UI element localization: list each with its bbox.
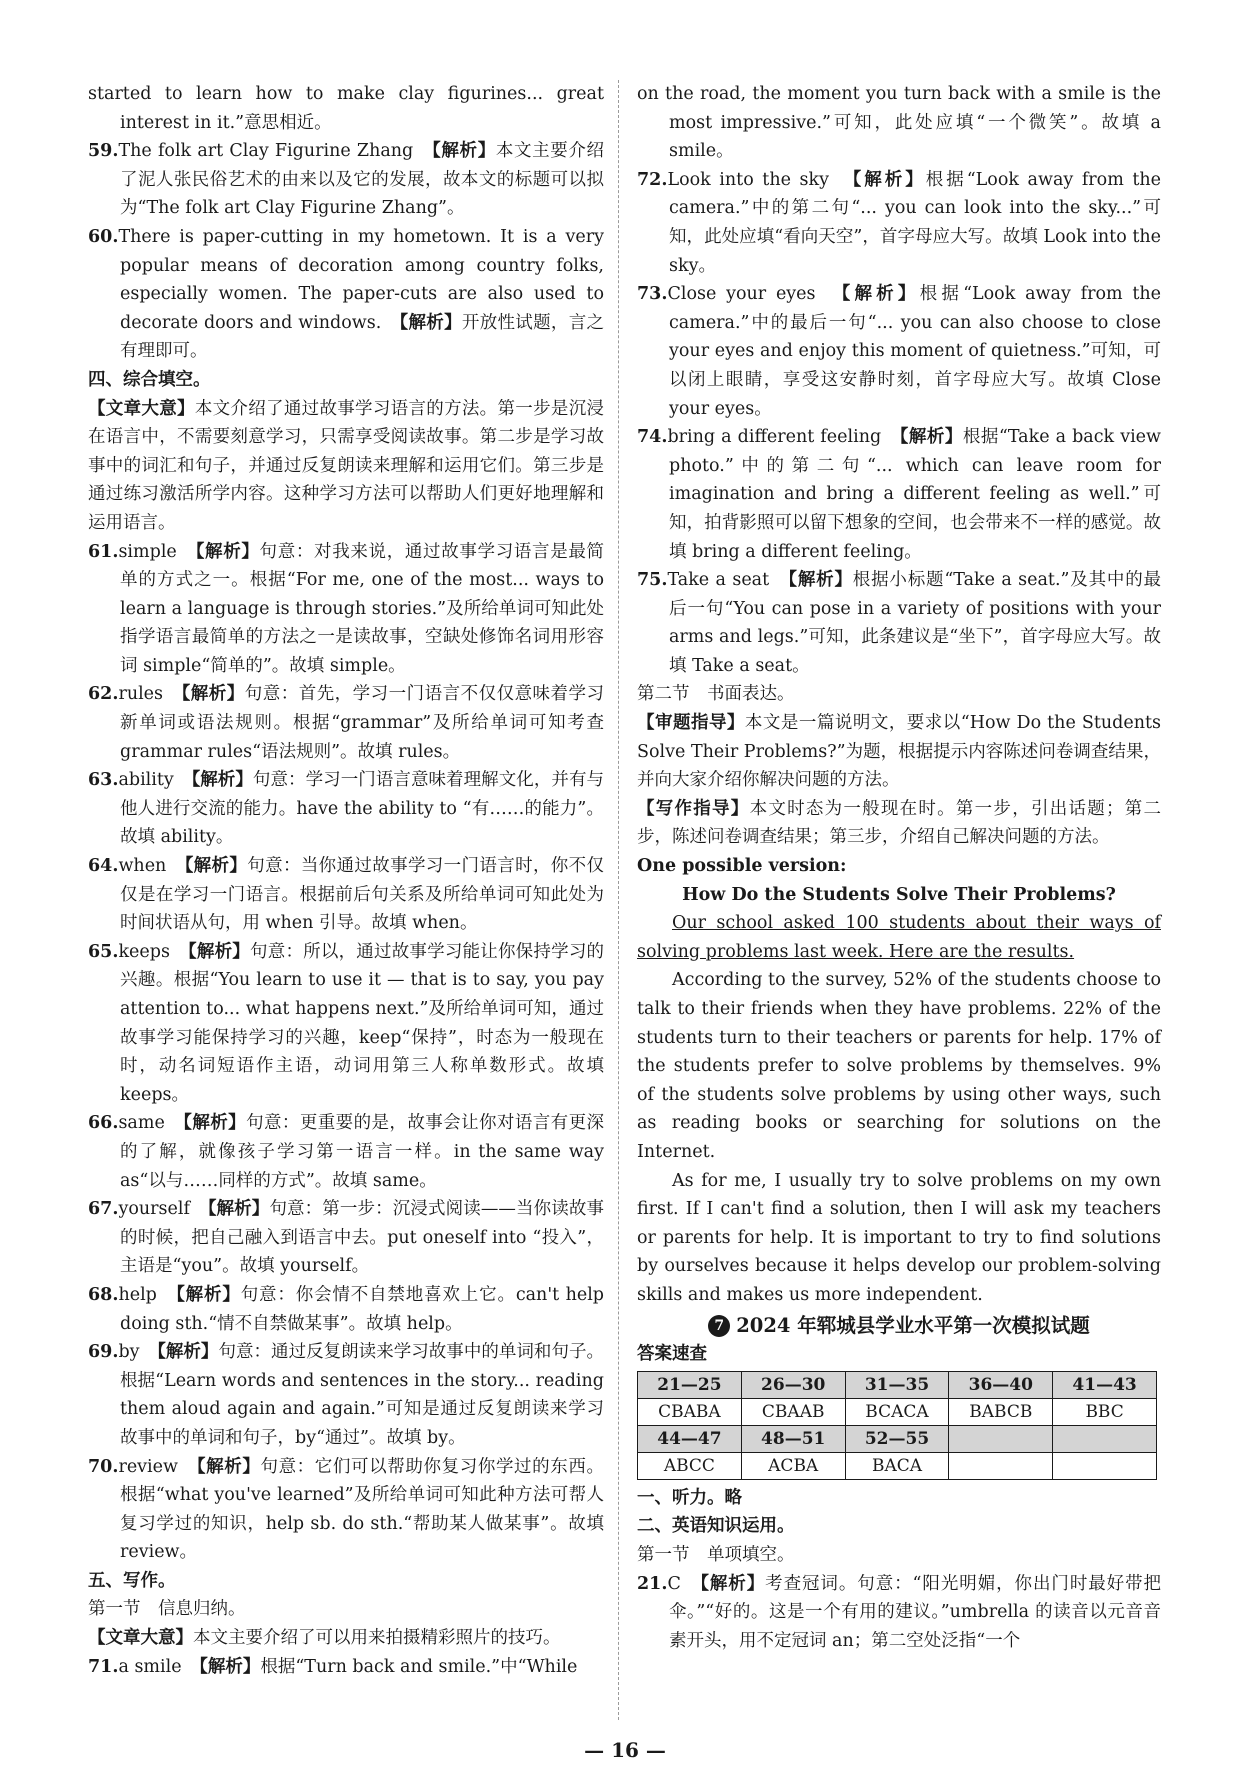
- analysis-tag: 【解析】: [841, 284, 920, 305]
- analysis-tag: 【解析】: [176, 1284, 241, 1305]
- item-analysis: 根据“Look away from the camera.”中的第二句“... you can look into the sky...”可知，此处应填“看向天空”，首字母应大写。故填 Look into the sky。: [669, 169, 1162, 276]
- item-answer: help: [118, 1284, 157, 1305]
- section-heading: 四、综合填空。: [88, 369, 211, 390]
- answer-key-table: [637, 1371, 1157, 1480]
- answer-key-row: [638, 1452, 1157, 1479]
- analysis-tag: 【解析】: [399, 312, 462, 333]
- answer-item-73: [637, 280, 1161, 423]
- item-analysis: 句意：当你通过故事学习一门语言时，你不仅仅是在学习一门语言。根据前后句关系及所给单词可知此处为时间状语从句，用 when 引导。故填 when。: [120, 856, 605, 934]
- answer-key-cell: [1053, 1452, 1157, 1479]
- item-number: 21.: [637, 1573, 668, 1594]
- analysis-tag: 【解析】: [788, 570, 853, 591]
- essay-intro: [637, 909, 1161, 966]
- item-analysis: 句意：对我来说，通过故事学习语言是最简单的方式之一。根据“For me, one of the most... ways to learn a language is through stories.”及所给单词可知此处指学语言最简单的方法之一是读故事，空缺处修饰名词用形容词 simple“简单的”。故填 simple。: [120, 541, 605, 676]
- item-number: 63.: [88, 770, 119, 791]
- answer-item-60: [88, 223, 604, 366]
- item-answer: There is paper-cutting in my hometown. It is a very popular means of decoration among country folks, especially women. The paper-cuts are also used to decorate doors and windows.: [118, 226, 604, 333]
- answer-key-cell: BBC: [1053, 1398, 1157, 1425]
- section-heading: 五、写作。: [88, 1570, 176, 1591]
- answer-item-62: [88, 680, 604, 766]
- column-divider: [618, 80, 619, 1720]
- analysis-tag: 【解析】: [187, 941, 251, 962]
- item-analysis: 本文主要介绍了泥人张民俗艺术的由来以及它的发展，故本文的标题可以拟为“The folk art Clay Figurine Zhang”。: [120, 141, 605, 219]
- analysis-tag: 【解析】: [181, 684, 245, 705]
- answer-key-cell: 41—43: [1053, 1371, 1157, 1398]
- item-analysis: 句意：首先，学习一门语言不仅仅意味着学习新单词或语法规则。根据“grammar”及所给单词可知考查 grammar rules“语法规则”。故填 rules。: [120, 684, 605, 762]
- item-answer: Close your eyes: [667, 284, 816, 305]
- item-number: 74.: [637, 427, 668, 448]
- item-answer: a smile: [118, 1656, 182, 1677]
- summary-block: [88, 1624, 604, 1653]
- essay-paragraph-3: As for me, I usually try to solve problems on my own first. If I can't find a solution, then I will ask my teachers or parents for help. It is important to try to find solutions by ourselves because it helps develop our problem-solving skills and makes us more independent.: [637, 1170, 1161, 1305]
- item-answer: ability: [118, 770, 174, 791]
- answer-item-74: [637, 423, 1161, 566]
- item-analysis: 句意：所以，通过故事学习能让你保持学习的兴趣。根据“You learn to use it — that is to say, you pay attention to... what happens next.”及所给单词可知，通过故事学习能保持学习的兴趣，keep“保持”，时态为一般现在时，动名词短语作主语，动词用第三人称单数形式。故填 keeps。: [120, 941, 605, 1105]
- item-answer: The folk art Clay Figurine Zhang: [118, 141, 414, 162]
- item-number: 60.: [88, 226, 119, 247]
- item-analysis: 句意：第一步：沉浸式阅读——当你读故事的时候，把自己融入到语言中去。put oneself into “投入”，主语是“you”。故填 yourself。: [120, 1199, 605, 1277]
- summary-tag: 【文章大意】: [88, 398, 195, 419]
- analysis-tag: 【解析】: [157, 1342, 219, 1363]
- item-answer: Look into the sky: [667, 169, 829, 190]
- analysis-tag: 【解析】: [700, 1573, 766, 1594]
- answer-key-cell: 52—55: [845, 1425, 949, 1452]
- right-column-answers: [637, 80, 1161, 852]
- item-answer: review: [118, 1456, 178, 1477]
- analysis-tag: 【解析】: [196, 1456, 261, 1477]
- answer-key-cell: 44—47: [638, 1425, 742, 1452]
- summary-tag: 【写作指导】: [637, 798, 750, 819]
- essay-intro-text: Our school asked 100 students about their ways of solving problems last week. Here are the results.: [637, 913, 1161, 962]
- item-answer: keeps: [118, 941, 170, 962]
- item-analysis: 根据“Take a back view photo.”中的第二句“... which can leave room for imagination and bring a different feeling as well.”可知，拍背影照可以留下想象的空间，也会带来不一样的感觉。故填 bring a different feeling。: [669, 427, 1162, 562]
- summary-text: 本文时态为一般现在时。第一步，引出话题；第二步，陈述问卷调查结果；第三步，介绍自己解决问题的方法。: [637, 798, 1162, 848]
- item-number: 59.: [88, 141, 119, 162]
- answer-key-cell: CBAAB: [741, 1398, 845, 1425]
- item-answer: rules: [118, 684, 164, 705]
- analysis-tag: 【解析】: [852, 169, 926, 190]
- item-number: 65.: [88, 941, 119, 962]
- item-number: 66.: [88, 1113, 119, 1134]
- answer-key-cell: [1053, 1425, 1157, 1452]
- answer-item-68: [88, 1281, 604, 1338]
- answer-key-label: 答案速查: [637, 1344, 707, 1365]
- summary-block: [637, 795, 1161, 852]
- answer-key-cell: 48—51: [741, 1425, 845, 1452]
- summary-text: 本文主要介绍了可以用来拍摄精彩照片的技巧。: [193, 1628, 561, 1649]
- analysis-tag: 【解析】: [899, 427, 963, 448]
- answer-item-65: [88, 938, 604, 1110]
- item-number: 64.: [88, 856, 119, 877]
- summary-block: [637, 709, 1161, 795]
- analysis-tag: 【解析】: [191, 770, 253, 791]
- analysis-tag: 【解析】: [432, 141, 496, 162]
- item-answer: when: [118, 856, 167, 877]
- summary-block: [88, 395, 604, 538]
- section-listening: 一、听力。略: [637, 1487, 742, 1508]
- exam-number-badge: 7: [708, 1315, 730, 1337]
- essay-paragraph-2: According to the survey, 52% of the students choose to talk to their friends when they have problems. 22% of the students turn to their teachers or parents for help. 17% of the students prefer to solve problems by themselves. 9% of the students solve problems by using other ways, such as reading books or searching for solutions on the Internet.: [637, 970, 1161, 1162]
- answer-key-cell: [949, 1452, 1053, 1479]
- item-number: 73.: [637, 284, 668, 305]
- answer-item-67: [88, 1195, 604, 1281]
- item-analysis: 根据“Look away from the camera.”中的最后一句“... you can also choose to close your eyes and enjoy this moment of quietness.”可知，可以闭上眼睛，享受这安静时刻，首字母应大写。故填 Close your eyes。: [669, 284, 1162, 419]
- left-column: [88, 80, 604, 1681]
- answer-item-72: [637, 166, 1161, 280]
- summary-tag: 【审题指导】: [637, 713, 745, 734]
- answer-key-cell: BCACA: [845, 1398, 949, 1425]
- answer-item-64: [88, 852, 604, 938]
- summary-tag: 【文章大意】: [88, 1628, 193, 1649]
- item-number: 69.: [88, 1342, 119, 1363]
- answer-item-59: [88, 137, 604, 223]
- answer-item-21: [637, 1570, 1161, 1656]
- analysis-tag: 【解析】: [207, 1199, 270, 1220]
- right-column: [637, 80, 1161, 1655]
- answer-item-61: [88, 538, 604, 681]
- item-answer: C: [667, 1573, 681, 1594]
- item-number: 75.: [637, 570, 668, 591]
- answer-item-71: [88, 1653, 604, 1682]
- item-answer: yourself: [118, 1199, 190, 1220]
- answer-key-cell: CBABA: [638, 1398, 742, 1425]
- answer-key-cell: 31—35: [845, 1371, 949, 1398]
- answer-key-cell: BABCB: [949, 1398, 1053, 1425]
- answer-key-row: [638, 1398, 1157, 1425]
- answer-key-row: [638, 1425, 1157, 1452]
- continued-text: on the road, the moment you turn back with a smile is the most impressive.”可知，此处应填“一个微笑”。故填 a smile。: [637, 84, 1161, 162]
- section-knowledge: 二、英语知识运用。: [637, 1516, 795, 1537]
- answer-key-cell: ACBA: [741, 1452, 845, 1479]
- item-analysis: 句意：你会情不自禁地喜欢上它。can't help doing sth.“情不自禁做某事”。故填 help。: [120, 1284, 605, 1334]
- essay-title: How Do the Students Solve Their Problems?: [682, 884, 1116, 905]
- page-number: — 16 —: [584, 1738, 666, 1762]
- analysis-tag: 【解析】: [195, 541, 260, 562]
- item-number: 68.: [88, 1284, 119, 1305]
- answer-item-63: [88, 766, 604, 852]
- item-number: 71.: [88, 1656, 119, 1677]
- answer-key-cell: 21—25: [638, 1371, 742, 1398]
- analysis-tag: 【解析】: [199, 1656, 261, 1677]
- item-answer: Take a seat: [667, 570, 770, 591]
- answer-key-cell: ABCC: [638, 1452, 742, 1479]
- subsection-heading: 第二节 书面表达。: [637, 684, 795, 705]
- analysis-tag: 【解析】: [184, 856, 248, 877]
- answer-item-69: [88, 1338, 604, 1452]
- item-analysis: 根据“Turn back and smile.”中“While: [260, 1656, 578, 1677]
- summary-text: 本文是一篇说明文，要求以“How Do the Students Solve Their Problems?”为题，根据提示内容陈述问卷调查结果，并向大家介绍你解决问题的方法。: [637, 713, 1161, 791]
- item-analysis: 开放性试题，言之有理即可。: [120, 312, 605, 362]
- answer-item-75: [637, 566, 1161, 680]
- answer-key-row: [638, 1371, 1157, 1398]
- item-number: 62.: [88, 684, 119, 705]
- item-answer: bring a different feeling: [667, 427, 882, 448]
- answer-key-cell: 26—30: [741, 1371, 845, 1398]
- answer-key-cell: 36—40: [949, 1371, 1053, 1398]
- item-answer: same: [118, 1113, 165, 1134]
- item-number: 70.: [88, 1456, 119, 1477]
- item-answer: simple: [118, 541, 177, 562]
- item-analysis: 句意：它们可以帮助你复习你学过的东西。根据“what you've learned”及所给单词可知此种方法可帮人复习学过的知识，help sb. do sth.“帮助某人做某事”。故填 review。: [120, 1456, 605, 1563]
- item-answer: by: [118, 1342, 140, 1363]
- answer-item-70: [88, 1453, 604, 1567]
- answer-item-66: [88, 1109, 604, 1195]
- exam-title: [637, 1312, 1161, 1341]
- item-analysis: 根据小标题“Take a seat.”及其中的最后一句“You can pose in a variety of positions with your arms and legs.”可知，此条建议是“坐下”，首字母应大写。故填 Take a seat。: [669, 570, 1162, 676]
- item-analysis: 句意：学习一门语言意味着理解文化，并有与他人进行交流的能力。have the ability to “有……的能力”。故填 ability。: [120, 770, 605, 848]
- item-analysis: 句意：通过反复朗读来学习故事中的单词和句子。根据“Learn words and sentences in the story... reading them aloud again and again.”可知是通过反复朗读来学习故事中的单词和句子，by“通过”。故填 by。: [120, 1342, 605, 1448]
- exam-title-text: 2024 年郓城县学业水平第一次模拟试题: [736, 1313, 1090, 1337]
- answer-key-cell: BACA: [845, 1452, 949, 1479]
- continued-text: started to learn how to make clay figurines... great interest in it.”意思相近。: [88, 84, 604, 133]
- item-number: 72.: [637, 169, 668, 190]
- section-knowledge-sub: 第一节 单项填空。: [637, 1544, 795, 1565]
- answer-key-cell: [949, 1425, 1053, 1452]
- item-analysis: 句意：更重要的是，故事会让你对语言有更深的了解，就像孩子学习第一语言一样。in the same way as“以与……同样的方式”。故填 same。: [120, 1113, 605, 1191]
- essay-label: One possible version:: [637, 856, 847, 877]
- summary-text: 本文介绍了通过故事学习语言的方法。第一步是沉浸在语言中，不需要刻意学习，只需享受阅读故事。第二步是学习故事中的词汇和句子，并通过反复朗读来理解和运用它们。第三步是通过练习激活所学内容。这种学习方法可以帮助人们更好地理解和运用语言。: [88, 398, 605, 533]
- analysis-tag: 【解析】: [183, 1113, 247, 1134]
- item-number: 61.: [88, 541, 119, 562]
- item-analysis: 考查冠词。句意：“阳光明媚，你出门时最好带把伞。”“好的。这是一个有用的建议。”umbrella 的读音以元音音素开头，用不定冠词 an；第二空处泛指“一个: [669, 1573, 1162, 1651]
- subsection-heading: 第一节 信息归纳。: [88, 1599, 246, 1620]
- item-number: 67.: [88, 1199, 119, 1220]
